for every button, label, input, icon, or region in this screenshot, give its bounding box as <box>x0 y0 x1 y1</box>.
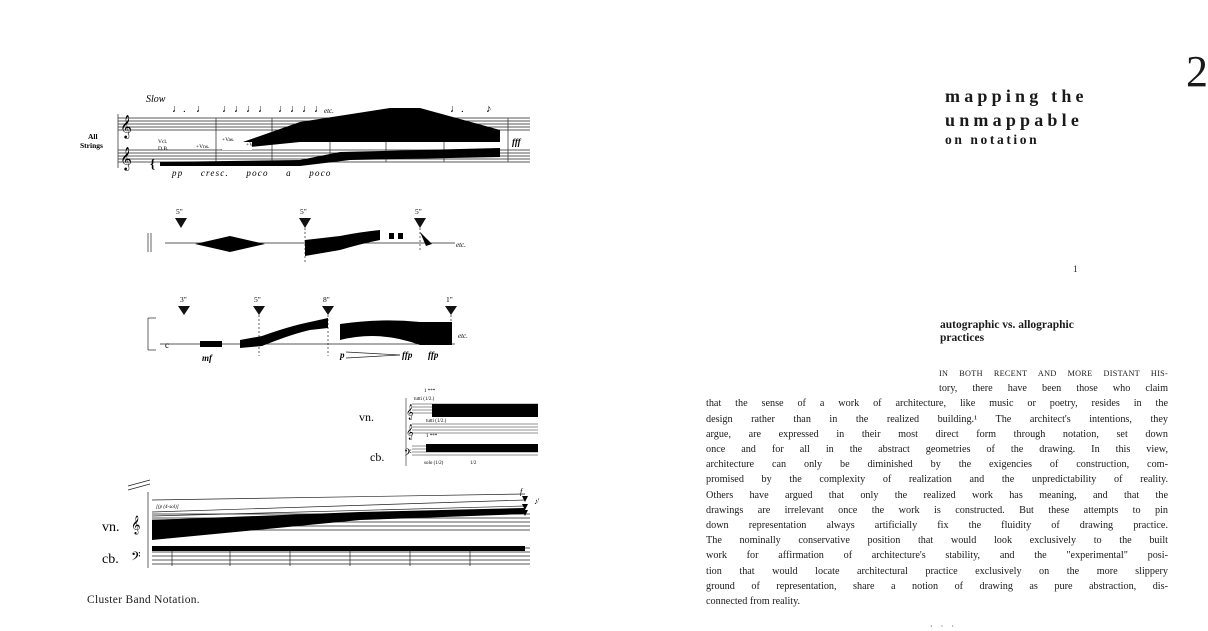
svg-text:5": 5" <box>176 207 183 216</box>
page-number: 2 <box>1186 47 1208 96</box>
svg-text:♩: ♩ <box>258 103 269 115</box>
chapter-subtitle: on notation <box>945 132 1040 147</box>
svg-text:♩: ♩ <box>234 103 245 115</box>
treble-clef-icon: 𝄞 <box>120 116 132 138</box>
body-line: architecture can only be diminished by the exigencies of construction, com- <box>706 459 1168 471</box>
treble-clef-icon: 𝄞 <box>120 148 132 170</box>
body-line: IN BOTH RECENT AND MORE DISTANT HIS- <box>939 369 1168 378</box>
svg-text:♪': ♪' <box>534 497 540 506</box>
svg-text:f: f <box>520 487 523 496</box>
dynamics-line: pp cresc. poco a poco <box>172 168 332 178</box>
body-line: tion that would locate architectural practice exclusively on the more slippery <box>706 565 1168 577</box>
svg-text:5": 5" <box>300 207 307 216</box>
svg-text:1 ***: 1 *** <box>426 434 438 439</box>
body-line: ground of representation, share a notion of drawing as pure abstraction, dis- <box>706 580 1168 592</box>
tempo-marking: Slow <box>146 94 166 105</box>
svg-text:♩: ♩ <box>314 103 325 115</box>
svg-text:c: c <box>165 340 169 350</box>
svg-text:ffp: ffp <box>428 350 439 360</box>
body-line: The nominally conservative position that would look exclusively to the built <box>706 535 1168 547</box>
svg-text:𝄞: 𝄞 <box>406 424 414 439</box>
vn-label: vn. <box>359 410 374 424</box>
duration-markers-row3 <box>178 306 457 315</box>
body-line: once and for all in the abstract geometries of the drawing. In this view, <box>706 444 1168 456</box>
svg-text:5": 5" <box>415 207 422 216</box>
svg-text:D.B.: D.B. <box>158 146 169 152</box>
svg-text:fff: fff <box>512 137 521 147</box>
svg-text:etc.: etc. <box>456 241 466 249</box>
svg-text:♩: ♩ <box>222 103 233 115</box>
cluster-band-vn <box>152 508 525 540</box>
instrument-label-line2: Strings <box>80 141 103 150</box>
svg-text:♩: ♩ <box>196 103 207 115</box>
body-line: design rather than in the realized building.¹ The architect's intentions, they <box>706 413 1168 425</box>
svg-text:𝄞: 𝄞 <box>406 404 414 419</box>
vn-label-large: vn. <box>102 520 120 535</box>
svg-text:p: p <box>340 350 345 360</box>
svg-text:1/2: 1/2 <box>470 461 477 466</box>
svg-text:♩: ♩ <box>246 103 257 115</box>
svg-text:𝄢: 𝄢 <box>404 447 412 461</box>
body-text <box>706 366 1168 609</box>
svg-text:5": 5" <box>254 295 261 304</box>
svg-text:+Vcl.: +Vcl. <box>246 142 259 148</box>
section-heading: autographic vs. allographic practices <box>940 319 1074 344</box>
cb-label: cb. <box>370 450 385 464</box>
duration-markers-row2 <box>175 218 426 228</box>
instrument-label-line1: All <box>88 132 98 141</box>
chapter-title-line2: unmappable <box>945 110 1084 130</box>
body-line: that the sense of a work of architecture, like music or poetry, resides in the <box>706 398 1168 410</box>
body-line: tory, there have been those who claim <box>939 383 1168 395</box>
body-line: down representation always artificially fix the fluidity of drawing practice. <box>706 520 1168 532</box>
svg-text:♩: ♩ <box>278 103 289 115</box>
svg-text:[(p (4-sol)]: [(p (4-sol)] <box>156 505 179 510</box>
svg-text:ffp: ffp <box>402 350 413 360</box>
body-line: connected from reality. <box>706 596 801 608</box>
svg-text:Vcl.: Vcl. <box>158 139 168 145</box>
section-number: 1 <box>1073 264 1078 274</box>
cb-label-large: cb. <box>102 552 119 567</box>
chapter-title-line1: mapping the <box>945 86 1088 106</box>
svg-text:etc.: etc. <box>458 332 468 340</box>
svg-text:𝄢: 𝄢 <box>131 551 141 567</box>
svg-text:♩: ♩ <box>290 103 301 115</box>
left-page <box>0 0 600 630</box>
svg-text:♩.: ♩. <box>172 103 186 115</box>
figure-caption: Cluster Band Notation. <box>87 594 200 606</box>
svg-text:1": 1" <box>446 295 453 304</box>
svg-text:♩.: ♩. <box>450 103 464 115</box>
body-line: work for affirmation of architecture's stability, and the "experimental" posi- <box>706 550 1168 562</box>
svg-text:♪: ♪ <box>486 103 492 115</box>
svg-text:+Vns.: +Vns. <box>196 144 210 150</box>
svg-text:tutti (1/2.): tutti (1/2.) <box>414 397 435 402</box>
body-line: Others have argued that only the realized work has meaning, and that the <box>706 489 1168 501</box>
chapter-title <box>945 84 1088 132</box>
svg-text:etc.: etc. <box>324 107 334 115</box>
body-line: argue, are expressed in their most direct form through notation, set down <box>706 428 1168 440</box>
svg-text:8": 8" <box>323 295 330 304</box>
body-line: drawings are irrelevant once the work is constructed. But these attempts to pin <box>706 504 1168 516</box>
svg-text:+Vas.: +Vas. <box>222 137 235 143</box>
svg-text:tutti (1/2.): tutti (1/2.) <box>426 419 447 424</box>
cluster-band-swell <box>195 236 265 252</box>
svg-text:mf: mf <box>202 353 212 363</box>
footer-mark: · · · <box>930 622 957 631</box>
svg-text:solo (1/2): solo (1/2) <box>424 461 444 466</box>
svg-text:♩: ♩ <box>302 103 313 115</box>
cluster-band-notation-figure <box>0 0 600 630</box>
cluster-band-cb <box>152 546 525 551</box>
body-line: promised by the complexity of realization and the unpredictability of reality. <box>706 474 1168 486</box>
svg-text:1 ***: 1 *** <box>424 389 436 394</box>
svg-text:3": 3" <box>180 295 187 304</box>
svg-text:{: { <box>150 156 156 171</box>
svg-text:𝄞: 𝄞 <box>131 517 141 534</box>
